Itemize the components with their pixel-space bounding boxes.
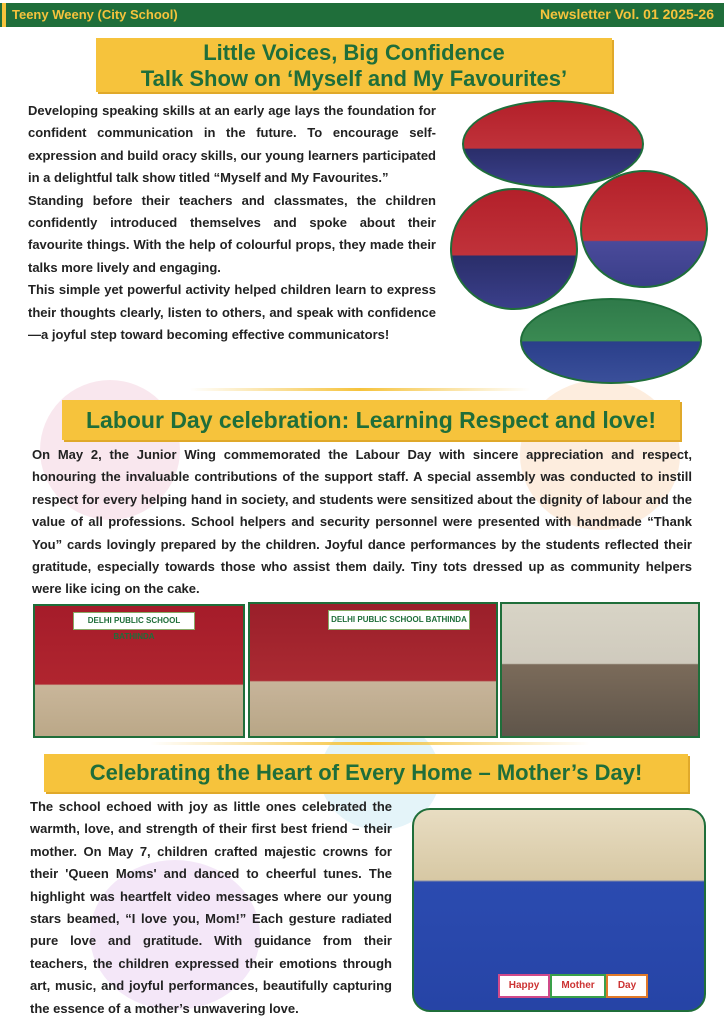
labour-day-text: On May 2, the Junior Wing commemorated the Labour Day with sincere appreciation and respect, honouring the invaluable contributions of the support staff. A special assembly was conducted to instill respect for every helping hand in society, and students were sensitized about the dignity of labour and the value of all professions. School helpers and security personnel were presented with handmade “Thank You” cards lovingly prepared by the children. Joyful dance performances by the students reflected their gratitude, especially towards those who assist them daily. Tiny tots dressed up as community helpers were like icing on the cake. bbox=[32, 447, 692, 597]
talk-show-photo bbox=[580, 170, 708, 288]
header-bar bbox=[0, 3, 724, 27]
school-name: Teeny Weeny (City School) bbox=[12, 7, 178, 22]
newsletter-volume: Newsletter Vol. 01 2025-26 bbox=[539, 6, 714, 22]
labour-day-photo bbox=[248, 602, 498, 738]
paragraph: This simple yet powerful activity helped children learn to express their thoughts clearly, listen to others, and speak with confidence—a joyful step toward becoming effective communicators! bbox=[28, 282, 436, 343]
talk-show-photo bbox=[520, 298, 702, 384]
section-title-mothers-day: Celebrating the Heart of Every Home – Mother’s Day! bbox=[44, 754, 688, 792]
section-title-labour-day: Labour Day celebration: Learning Respect and love! bbox=[62, 400, 680, 440]
section-title-line: Little Voices, Big Confidence bbox=[203, 40, 505, 65]
paragraph: Developing speaking skills at an early age lays the foundation for confident communication in the future. To encourage self-expression and build oracy skills, our young learners participated in a delightful talk show titled “Myself and My Favourites.” bbox=[28, 103, 436, 186]
header-accent bbox=[2, 3, 6, 27]
photo-caption-card: Day bbox=[606, 974, 648, 998]
labour-day-photo bbox=[33, 604, 245, 738]
school-sign: DELHI PUBLIC SCHOOL BATHINDA bbox=[73, 612, 195, 630]
paragraph: Standing before their teachers and classmates, the children confidently introduced themselves and spoke about their favourite things. With the help of colourful props, they made their talks more lively and engaging. bbox=[28, 192, 436, 275]
mothers-day-photo bbox=[412, 808, 706, 1012]
talk-show-text bbox=[28, 100, 436, 346]
section-title-talk-show bbox=[96, 38, 612, 92]
section-subtitle-line: Talk Show on ‘Myself and My Favourites’ bbox=[140, 66, 568, 91]
labour-day-photo bbox=[500, 602, 700, 738]
school-sign: DELHI PUBLIC SCHOOL BATHINDA bbox=[328, 610, 470, 630]
mothers-day-text: The school echoed with joy as little ones celebrated the warmth, love, and strength of their first best friend – their mother. On May 7, children crafted majestic crowns for their 'Queen Moms' and danced to cheerful tunes. The highlight was heartfelt video messages where our young stars beamed, “I love you, Mom!” Each gesture radiated pure love and gratitude. With guidance from their teachers, the children expressed their emotions through art, music, and joyful performances, beautifully capturing the essence of a mother’s unwavering love. bbox=[30, 799, 392, 1016]
photo-caption-card: Mother bbox=[550, 974, 606, 998]
section-divider bbox=[190, 388, 530, 391]
photo-caption-card: Happy bbox=[498, 974, 550, 998]
talk-show-photo bbox=[450, 188, 578, 310]
section-divider bbox=[150, 742, 590, 745]
